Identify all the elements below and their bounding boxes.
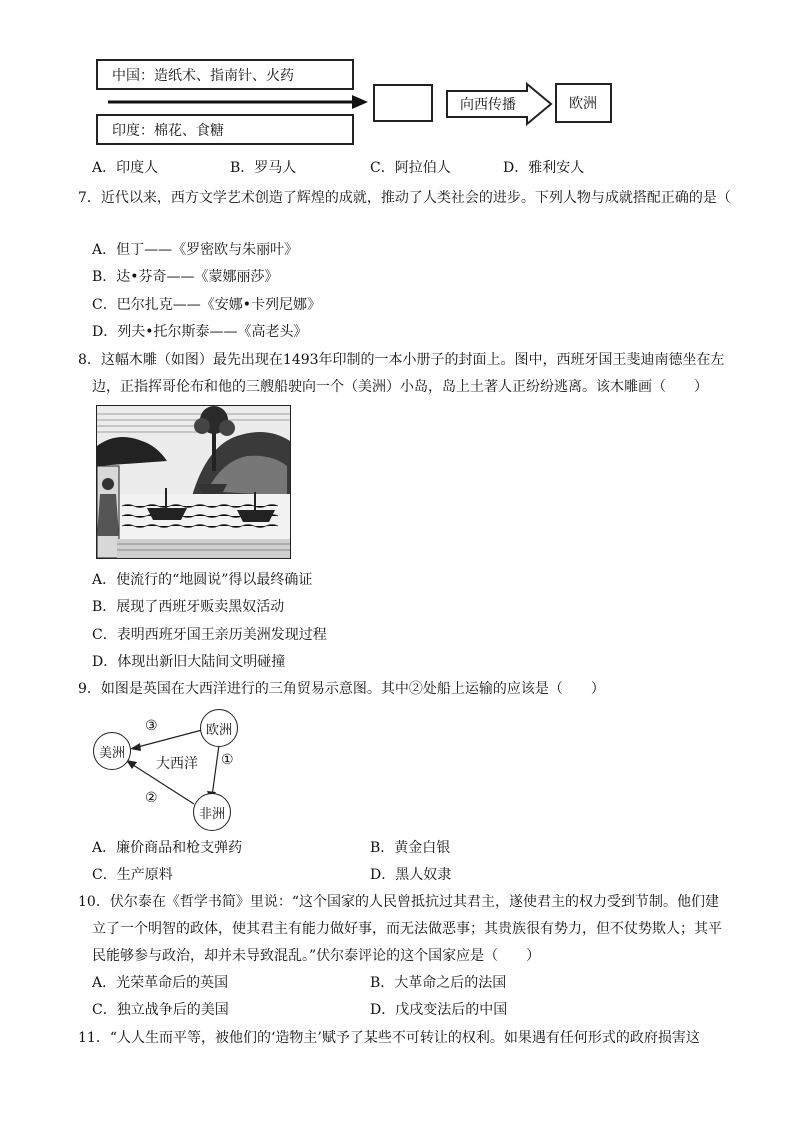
node-africa-label: 非洲	[198, 806, 225, 822]
q8-option-c: C．表明西班牙国王亲历美洲发现过程	[92, 627, 327, 643]
q11-stem-line1: 11．“人人生而平等，被他们的‘造物主’赋予了某些不可转让的权利。如果遇有任何形式的政府损害这	[78, 1030, 700, 1046]
europe-box	[555, 83, 612, 123]
q6-option-a: A．印度人	[92, 160, 159, 176]
ocean-label: 大西洋	[156, 756, 198, 772]
q8-option-d: D．体现出新旧大陆间文明碰撞	[92, 654, 286, 670]
q10-stem-line3: 民能够参与政治，却并未导致混乱。”伏尔泰评论的这个国家应是（ ）	[92, 948, 541, 964]
main-arrow	[96, 92, 376, 112]
q7-option-d: D．列夫•托尔斯泰——《高老头》	[92, 324, 308, 340]
china-box	[96, 59, 354, 90]
q6-option-c: C．阿拉伯人	[370, 160, 451, 176]
marker-1: ①	[221, 752, 234, 768]
q10-option-a: A．光荣革命后的英国	[92, 975, 229, 991]
node-america	[93, 732, 131, 770]
q10-option-c: C．独立战争后的美国	[92, 1002, 229, 1018]
q7-stem	[78, 187, 731, 209]
europe-label: 欧洲	[569, 96, 597, 112]
node-europe-label: 欧洲	[205, 722, 232, 738]
q10-option-d: D．戊戌变法后的中国	[370, 1002, 508, 1018]
node-africa	[193, 793, 231, 831]
q8-option-a: A．使流行的“地圆说”得以最终确证	[92, 572, 313, 588]
west-arrow-label: 向西传播	[460, 97, 516, 113]
marker-2: ②	[145, 790, 158, 806]
blank-box	[373, 84, 433, 122]
q9-option-d: D．黑人奴隶	[370, 867, 452, 883]
node-europe	[200, 709, 238, 747]
china-label: 中国：造纸术、指南针、火药	[112, 67, 294, 84]
q7-stem-text: 7．近代以来，西方文学艺术创造了辉煌的成就，推动了人类社会的进步。下列人物与成就搭配正确的是（	[78, 190, 731, 206]
q9-option-a: A．廉价商品和枪支弹药	[92, 840, 243, 856]
q9-stem: 9．如图是英国在大西洋进行的三角贸易示意图。其中②处船上运输的应该是（ ）	[78, 681, 605, 697]
q6-option-b: B．罗马人	[230, 160, 297, 176]
q8-option-b: B．展现了西班牙贩卖黑奴活动	[92, 599, 285, 615]
india-label: 印度：棉花、食糖	[112, 122, 224, 139]
marker-3: ③	[145, 718, 158, 734]
q6-option-d: D．雅利安人	[503, 160, 585, 176]
q8-stem-line1: 8．这幅木雕（如图）最先出现在1493年印制的一本小册子的封面上。图中，西班牙国王斐迪南德坐在左	[78, 352, 725, 368]
woodcut-image	[96, 405, 291, 559]
q10-stem-line1: 10．伏尔泰在《哲学书简》里说：“这个国家的人民曾抵抗过其君主，遂使君主的权力受到节制。他们建	[78, 894, 719, 910]
q7-option-a: A．但丁——《罗密欧与朱丽叶》	[92, 242, 299, 258]
q7-option-c: C．巴尔扎克——《安娜•卡列尼娜》	[92, 297, 321, 313]
q9-option-c: C．生产原料	[92, 867, 173, 883]
node-america-label: 美洲	[98, 745, 125, 761]
q10-option-b: B．大革命之后的法国	[370, 975, 507, 991]
q7-option-b: B．达•芬奇——《蒙娜丽莎》	[92, 269, 279, 285]
india-box	[96, 114, 354, 145]
q8-stem-line2: 边，正指挥哥伦布和他的三艘船驶向一个（美洲）小岛，岛上土著人正纷纷逃离。该木雕画（ ）	[92, 379, 708, 395]
q10-stem-line2: 立了一个明智的政体，使其君主有能力做好事，而无法做恶事；其贵族很有势力，但不仗势欺人；其平	[92, 921, 722, 937]
q9-option-b: B．黄金白银	[370, 840, 451, 856]
